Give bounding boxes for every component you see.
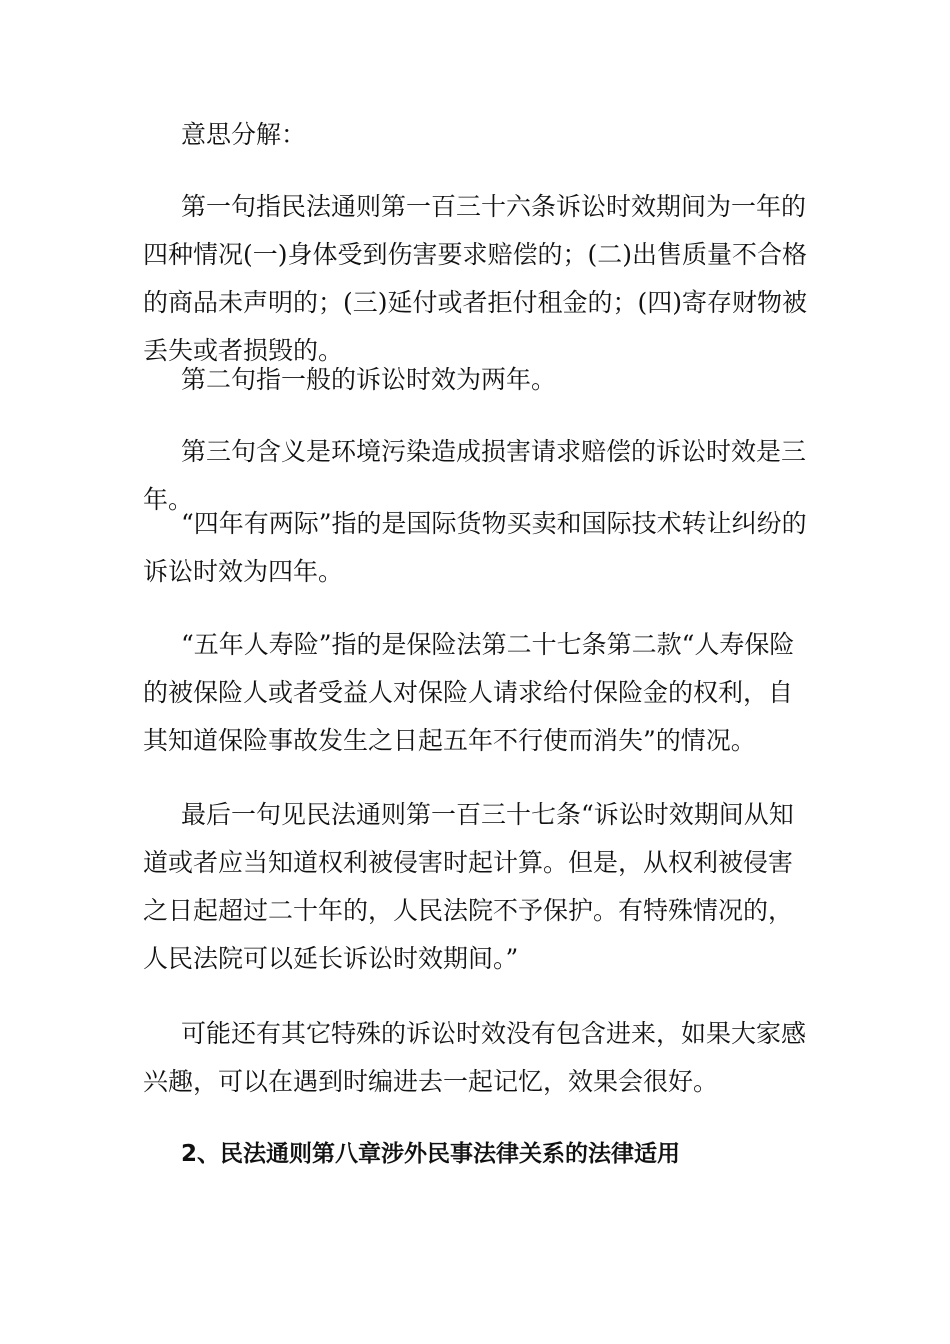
paragraph-third-sentence: 第三句含义是环境污染造成损害请求赔偿的诉讼时效是三年。	[143, 437, 807, 514]
paragraph-last-sentence: 最后一句见民法通则第一百三十七条“诉讼时效期间从知道或者应当知道权利被侵害时起计算。但是，从权利被侵害之日起超过二十年的，人民法院不予保护。有特殊情况的，人民法院可以延长诉讼时效期间。”	[143, 800, 794, 973]
paragraph-first-sentence: 第一句指民法通则第一百三十六条诉讼时效期间为一年的四种情况(一)身体受到伤害要求赔偿的；(二)出售质量不合格的商品未声明的；(三)延付或者拒付租金的；(四)寄存财物被丢失或者损毁的。	[143, 192, 808, 365]
section-heading: 2、民法通则第八章涉外民事法律关系的法律适用	[181, 1141, 681, 1167]
paragraph-other-cases: 可能还有其它特殊的诉讼时效没有包含进来，如果大家感兴趣，可以在遇到时编进去一起记忆，效果会很好。	[143, 1019, 807, 1096]
paragraph-second-sentence: 第二句指一般的诉讼时效为两年。	[181, 365, 557, 394]
paragraph-four-years: “四年有两际”指的是国际货物买卖和国际技术转让纠纷的诉讼时效为四年。	[143, 509, 807, 586]
paragraph-five-years: “五年人寿险”指的是保险法第二十七条第二款“人寿保险的被保险人或者受益人对保险人请求给付保险金的权利，自其知道保险事故发生之日起五年不行使而消失”的情况。	[143, 630, 795, 755]
heading-meaning-breakdown: 意思分解：	[181, 120, 307, 149]
